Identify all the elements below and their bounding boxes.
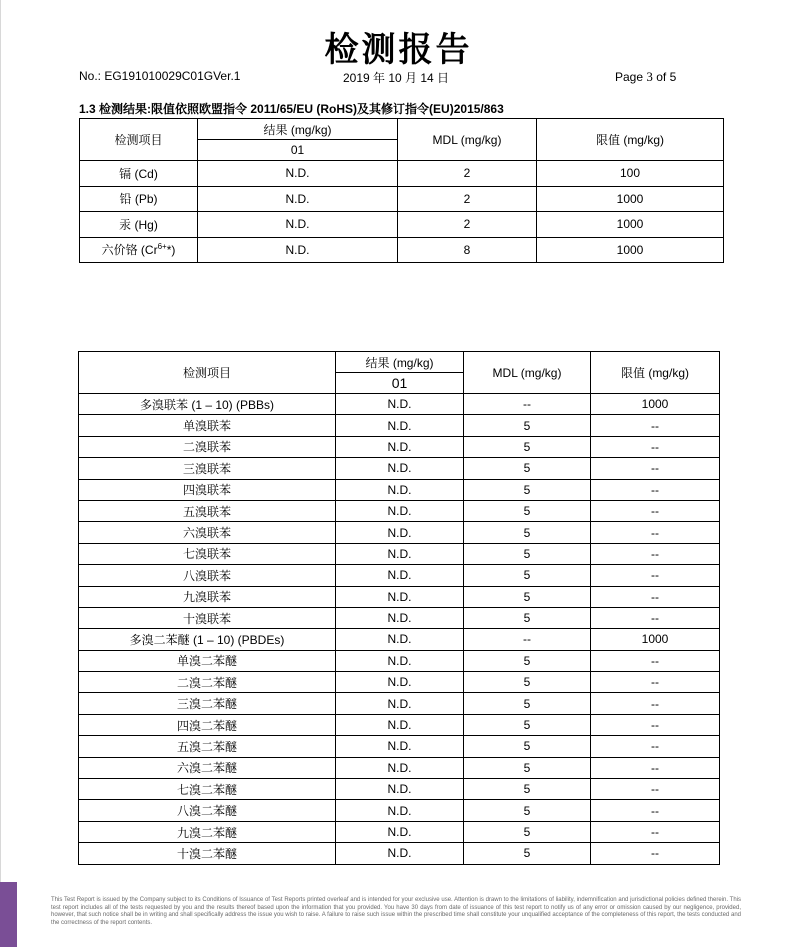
result-cell: N.D. xyxy=(198,161,398,187)
result-cell: N.D. xyxy=(336,607,464,628)
mdl-cell: 5 xyxy=(464,500,591,521)
result-cell: N.D. xyxy=(336,650,464,671)
table-row xyxy=(79,843,720,864)
limit-cell: -- xyxy=(591,458,720,479)
table-row xyxy=(79,565,720,586)
table-row xyxy=(79,821,720,842)
mdl-cell: 5 xyxy=(464,779,591,800)
item-cell: 四溴联苯 xyxy=(79,479,336,500)
limit-cell: -- xyxy=(591,436,720,457)
mdl-cell: 5 xyxy=(464,693,591,714)
page-indicator xyxy=(615,69,676,85)
limit-cell: -- xyxy=(591,650,720,671)
limit-cell: -- xyxy=(591,672,720,693)
brand-side-tab xyxy=(0,882,17,947)
item-cell: 四溴二苯醚 xyxy=(79,714,336,735)
mdl-cell: -- xyxy=(464,394,591,415)
table-row xyxy=(79,779,720,800)
result-cell: N.D. xyxy=(336,843,464,864)
limit-cell: -- xyxy=(591,500,720,521)
mdl-cell: 5 xyxy=(464,821,591,842)
table-row xyxy=(79,672,720,693)
col-sample-header: 01 xyxy=(198,140,398,161)
limit-cell: 1000 xyxy=(537,186,724,212)
item-cell: 单溴联苯 xyxy=(79,415,336,436)
result-cell: N.D. xyxy=(336,458,464,479)
page-prefix: Page xyxy=(615,70,644,84)
item-cell: 二溴联苯 xyxy=(79,436,336,457)
item-cell: 汞 (Hg) xyxy=(80,212,198,238)
limit-cell: -- xyxy=(591,586,720,607)
limit-cell: -- xyxy=(591,821,720,842)
limit-cell: 100 xyxy=(537,161,724,187)
col-item-header: 检测项目 xyxy=(80,119,198,161)
result-cell: N.D. xyxy=(336,565,464,586)
result-cell: N.D. xyxy=(336,779,464,800)
mdl-cell: -- xyxy=(464,629,591,650)
col-result-header: 结果 (mg/kg) xyxy=(336,352,464,373)
limit-cell: -- xyxy=(591,415,720,436)
page-edge xyxy=(0,0,1,947)
limit-cell: -- xyxy=(591,565,720,586)
result-cell: N.D. xyxy=(336,543,464,564)
col-limit-header: 限值 (mg/kg) xyxy=(537,119,724,161)
limit-cell: -- xyxy=(591,843,720,864)
table-row xyxy=(79,415,720,436)
limit-cell: 1000 xyxy=(591,394,720,415)
table-row xyxy=(80,186,724,212)
item-cell: 镉 (Cd) xyxy=(80,161,198,187)
limit-cell: -- xyxy=(591,693,720,714)
section-heading: 1.3 检测结果:限值依照欧盟指令 2011/65/EU (RoHS)及其修订指令(EU)2015/863 xyxy=(79,102,504,116)
result-cell: N.D. xyxy=(336,757,464,778)
limit-cell: -- xyxy=(591,522,720,543)
mdl-cell: 5 xyxy=(464,565,591,586)
col-sample-header: 01 xyxy=(336,373,464,394)
item-cell: 六溴联苯 xyxy=(79,522,336,543)
mdl-cell: 5 xyxy=(464,586,591,607)
table-row xyxy=(79,394,720,415)
item-cell: 七溴二苯醚 xyxy=(79,779,336,800)
table-row xyxy=(79,543,720,564)
table-row xyxy=(79,800,720,821)
page-title: 检测报告 xyxy=(324,30,473,70)
table-row xyxy=(79,757,720,778)
table-row xyxy=(79,500,720,521)
table-row xyxy=(79,522,720,543)
mdl-cell: 5 xyxy=(464,415,591,436)
item-cell: 铅 (Pb) xyxy=(80,186,198,212)
col-limit-header: 限值 (mg/kg) xyxy=(591,352,720,394)
result-cell: N.D. xyxy=(336,479,464,500)
item-cell: 多溴二苯醚 (1 – 10) (PBDEs) xyxy=(79,629,336,650)
item-cell: 五溴二苯醚 xyxy=(79,736,336,757)
item-cell: 五溴联苯 xyxy=(79,500,336,521)
item-suffix: *) xyxy=(166,243,176,258)
heavy-metals-table xyxy=(79,118,724,263)
limit-cell: -- xyxy=(591,714,720,735)
item-cell: 九溴二苯醚 xyxy=(79,821,336,842)
mdl-cell: 5 xyxy=(464,607,591,628)
item-prefix: 六价铬 (Cr xyxy=(101,243,158,258)
limit-cell: -- xyxy=(591,736,720,757)
mdl-cell: 5 xyxy=(464,479,591,500)
mdl-cell: 5 xyxy=(464,757,591,778)
result-cell: N.D. xyxy=(198,186,398,212)
mdl-cell: 5 xyxy=(464,800,591,821)
mdl-cell: 2 xyxy=(398,161,537,187)
item-cell: 七溴联苯 xyxy=(79,543,336,564)
page-of: of xyxy=(656,70,667,84)
table-row xyxy=(79,458,720,479)
mdl-cell: 8 xyxy=(398,237,537,263)
result-cell: N.D. xyxy=(336,629,464,650)
result-cell: N.D. xyxy=(336,800,464,821)
mdl-cell: 2 xyxy=(398,186,537,212)
result-cell: N.D. xyxy=(198,212,398,238)
table-row xyxy=(80,161,724,187)
limit-cell: -- xyxy=(591,800,720,821)
limit-cell: 1000 xyxy=(591,629,720,650)
table-row xyxy=(79,714,720,735)
mdl-cell: 5 xyxy=(464,736,591,757)
item-superscript: 6+ xyxy=(157,242,167,252)
item-cell: 单溴二苯醚 xyxy=(79,650,336,671)
result-cell: N.D. xyxy=(336,394,464,415)
limit-cell: 1000 xyxy=(537,212,724,238)
result-cell: N.D. xyxy=(336,714,464,735)
table-row xyxy=(79,736,720,757)
mdl-cell: 5 xyxy=(464,714,591,735)
table-row xyxy=(79,479,720,500)
item-cell: 二溴二苯醚 xyxy=(79,672,336,693)
limit-cell: -- xyxy=(591,779,720,800)
item-cell xyxy=(80,237,198,263)
legal-disclaimer: This Test Report is issued by the Company subject to its Conditions of Issuance of Test Reports printed overleaf and is intended for your exclusive use. Attention is drawn to the limitations of liability, indemnification and jurisdictional policies defined therein. This test report includes all of the tests requested by you and the results thereof based upon the information that you provided. You have 30 days from date of issuance of this test report to notify us of any error or omission caused by our negligence, provided, however, that such notice shall be in writing and shall specifically address the issue you wish to raise. A failure to raise such issue within the prescribed time shall constitute your unqualified acceptance of the completeness of this report, the tests conducted and the correctness of the report contents. xyxy=(51,897,741,926)
table-row xyxy=(79,607,720,628)
table-row xyxy=(79,629,720,650)
page-total: 5 xyxy=(669,70,677,84)
result-cell: N.D. xyxy=(336,672,464,693)
mdl-cell: 5 xyxy=(464,436,591,457)
table-row xyxy=(79,693,720,714)
result-cell: N.D. xyxy=(336,736,464,757)
table-row xyxy=(79,436,720,457)
item-cell: 多溴联苯 (1 – 10) (PBBs) xyxy=(79,394,336,415)
mdl-cell: 2 xyxy=(398,212,537,238)
result-cell: N.D. xyxy=(336,436,464,457)
col-mdl-header: MDL (mg/kg) xyxy=(464,352,591,394)
item-cell: 三溴联苯 xyxy=(79,458,336,479)
limit-cell: -- xyxy=(591,543,720,564)
mdl-cell: 5 xyxy=(464,843,591,864)
result-cell: N.D. xyxy=(336,821,464,842)
mdl-cell: 5 xyxy=(464,522,591,543)
item-cell: 六溴二苯醚 xyxy=(79,757,336,778)
mdl-cell: 5 xyxy=(464,650,591,671)
table-row xyxy=(80,237,724,263)
result-cell: N.D. xyxy=(336,693,464,714)
col-result-header: 结果 (mg/kg) xyxy=(198,119,398,140)
mdl-cell: 5 xyxy=(464,458,591,479)
report-number: No.: EG191010029C01GVer.1 xyxy=(79,69,241,83)
mdl-cell: 5 xyxy=(464,672,591,693)
col-mdl-header: MDL (mg/kg) xyxy=(398,119,537,161)
table-row xyxy=(80,212,724,238)
limit-cell: -- xyxy=(591,607,720,628)
limit-cell: 1000 xyxy=(537,237,724,263)
page-current: 3 xyxy=(646,69,653,84)
item-cell: 三溴二苯醚 xyxy=(79,693,336,714)
item-cell: 十溴二苯醚 xyxy=(79,843,336,864)
mdl-cell: 5 xyxy=(464,543,591,564)
table-row xyxy=(79,650,720,671)
item-cell: 八溴联苯 xyxy=(79,565,336,586)
result-cell: N.D. xyxy=(336,586,464,607)
result-cell: N.D. xyxy=(336,500,464,521)
limit-cell: -- xyxy=(591,757,720,778)
col-item-header: 检测项目 xyxy=(79,352,336,394)
item-cell: 八溴二苯醚 xyxy=(79,800,336,821)
result-cell: N.D. xyxy=(336,415,464,436)
result-cell: N.D. xyxy=(336,522,464,543)
table-row xyxy=(79,586,720,607)
brominated-compounds-table xyxy=(78,351,720,865)
report-date: 2019 年 10 月 14 日 xyxy=(343,71,450,85)
item-cell: 十溴联苯 xyxy=(79,607,336,628)
item-cell: 九溴联苯 xyxy=(79,586,336,607)
result-cell: N.D. xyxy=(198,237,398,263)
limit-cell: -- xyxy=(591,479,720,500)
